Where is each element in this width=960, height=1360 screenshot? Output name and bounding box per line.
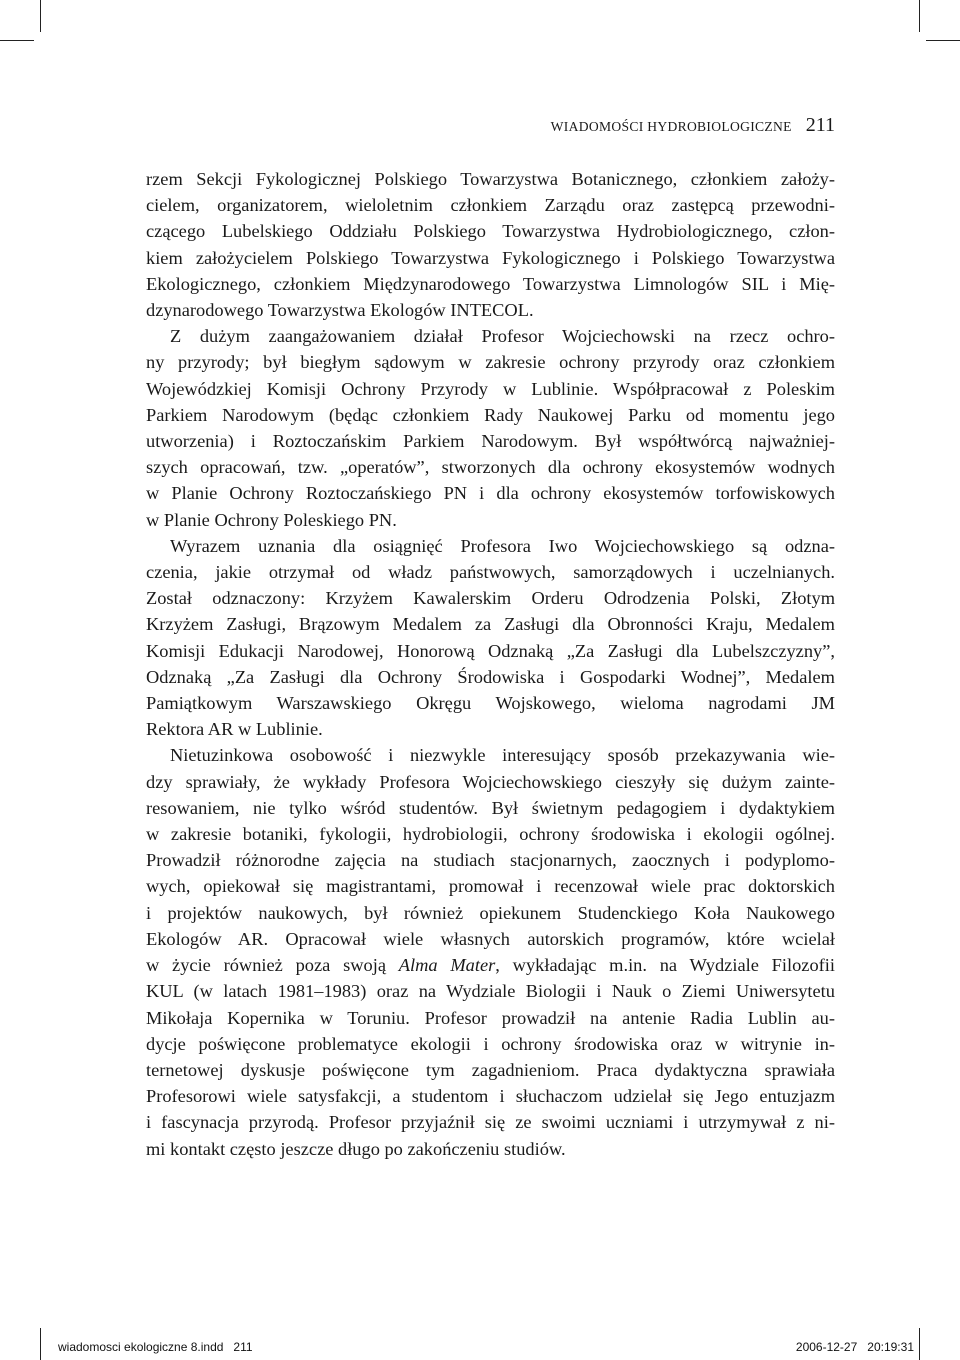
text-line: dzy sprawiały, że wykłady Profesora Wojciechowskiego cieszyły się dużym zainte-: [146, 771, 835, 792]
text-line: Rektora AR w Lublinie.: [146, 719, 323, 740]
crop-mark: [0, 40, 34, 41]
text-line: KUL (w latach 1981–1983) oraz na Wydziale Biologii i Nauk o Ziemi Uniwersytetu: [146, 981, 835, 1002]
page-number: 211: [805, 114, 835, 136]
text-line: Krzyżem Zasługi, Brązowym Medalem za Zasługi dla Obronności Kraju, Medalem: [146, 614, 835, 635]
text-line: ny przyrody; był biegłym sądowym w zakresie ochrony przyrody oraz członkiem: [146, 352, 835, 373]
crop-mark: [919, 0, 920, 32]
crop-mark: [926, 40, 960, 41]
text-line: Ekologicznego, członkiem Międzynarodowego Towarzystwa Limnologów SIL i Mię-: [146, 273, 835, 294]
text-line: dzynarodowego Towarzystwa Ekologów INTECOL.: [146, 300, 534, 321]
text-segment: w życie również poza swoją: [146, 955, 399, 976]
text-line: i fascynacja przyrodą. Profesor przyjaźnił się ze swoimi uczniami i utrzymywał z ni-: [146, 1112, 835, 1133]
text-line: szych opracowań, tzw. „operatów”, stworzonych dla ochrony ekosystemów wodnych: [146, 457, 835, 478]
print-slug: [0, 1340, 960, 1360]
text-line: Wyrazem uznania dla osiągnięć Profesora Iwo Wojciechowskiego są odzna-: [170, 535, 835, 556]
text-line: dycje poświęcone problematyce ekologii i ochrony środowiska oraz w witrynie in-: [146, 1033, 835, 1054]
text-line-with-italic: [146, 952, 835, 978]
text-line: Komisji Edukacji Narodowej, Honorową Odznaką „Za Zasługi dla Lubelszczyzny”,: [146, 640, 835, 661]
text-line: resowaniem, nie tylko wśród studentów. Był świetnym pedagogiem i dydaktykiem: [146, 797, 835, 818]
text-line: Z dużym zaangażowaniem działał Profesor Wojciechowski na rzecz ochro-: [170, 326, 835, 347]
text-line: czenia, jakie otrzymał od władz państwowych, samorządowych i uczelnianych.: [146, 562, 835, 583]
article-body: [146, 166, 835, 1162]
text-line: Prowadził różnorodne zajęcia na studiach stacjonarnych, zaocznych i podyplomo-: [146, 850, 835, 871]
text-line: Został odznaczony: Krzyżem Kawalerskim Orderu Odrodzenia Polski, Złotym: [146, 588, 835, 609]
paragraph: [146, 533, 835, 743]
running-header: [146, 114, 835, 137]
text-line: Ekologów AR. Opracował wiele własnych autorskich programów, które wcielał: [146, 928, 835, 949]
crop-mark: [40, 0, 41, 32]
paragraph: [146, 166, 835, 323]
text-line: w Planie Ochrony Poleskiego PN.: [146, 509, 397, 530]
text-line: w zakresie botaniki, fykologii, hydrobiologii, ochrony środowiska i ekologii ogólnej.: [146, 824, 835, 845]
text-line: wych, opiekował się magistrantami, promował i recenzował wiele prac doktorskich: [146, 876, 835, 897]
paragraph: [146, 742, 835, 1161]
slug-filename: wiadomosci ekologiczne 8.indd 211: [58, 1340, 253, 1354]
text-line: Parkiem Narodowym (będąc członkiem Rady Naukowej Parku od momentu jego: [146, 404, 835, 425]
text-line: mi kontakt często jeszcze długo po zakończeniu studiów.: [146, 1138, 566, 1159]
text-line: Wojewódzkiej Komisji Ochrony Przyrody w Lublinie. Współpracował z Poleskim: [146, 378, 835, 399]
text-line: Mikołaja Kopernika w Toruniu. Profesor prowadził na antenie Radia Lublin au-: [146, 1007, 835, 1028]
slug-datetime: 2006-12-27 20:19:31: [795, 1340, 914, 1354]
text-line: czącego Lubelskiego Oddziału Polskiego Towarzystwa Hydrobiologicznego, człon-: [146, 221, 835, 242]
text-line: Profesorowi wiele satysfakcji, a studentom i słuchaczom udzielał się Jego entuzjazm: [146, 1086, 835, 1107]
text-line: w Planie Ochrony Roztoczańskiego PN i dla ochrony ekosystemów torfowiskowych: [146, 483, 835, 504]
journal-title: WIADOMOŚCI HYDROBIOLOGICZNE: [550, 119, 792, 134]
text-line: utworzenia) i Roztoczańskim Parkiem Narodowym. Był współtwórcą najważniej-: [146, 431, 835, 452]
text-line: Nietuzinkowa osobowość i niezwykle interesujący sposób przekazywania wie-: [170, 745, 835, 766]
italic-phrase: Alma Mater: [398, 955, 496, 976]
text-line: ternetowej dyskusje poświęcone tym zagadnieniom. Praca dydaktyczna sprawiała: [146, 1059, 835, 1080]
text-line: Pamiątkowym Warszawskiego Okręgu Wojskowego, wieloma nagrodami JM: [146, 693, 835, 714]
text-line: cielem, organizatorem, wieloletnim członkiem Zarządu oraz zastępcą przewodni-: [146, 195, 835, 216]
text-line: i projektów naukowych, był również opiekunem Studenckiego Koła Naukowego: [146, 902, 835, 923]
text-segment: , wykładając m.in. na Wydziale Filozofii: [495, 955, 835, 976]
text-line: Odznaką „Za Zasługi dla Ochrony Środowiska i Gospodarki Wodnej”, Medalem: [146, 666, 835, 687]
paragraph: [146, 323, 835, 533]
text-line: rzem Sekcji Fykologicznej Polskiego Towarzystwa Botanicznego, członkiem założy-: [146, 169, 835, 189]
text-line: kiem założycielem Polskiego Towarzystwa Fykologicznego i Polskiego Towarzystwa: [146, 247, 835, 268]
